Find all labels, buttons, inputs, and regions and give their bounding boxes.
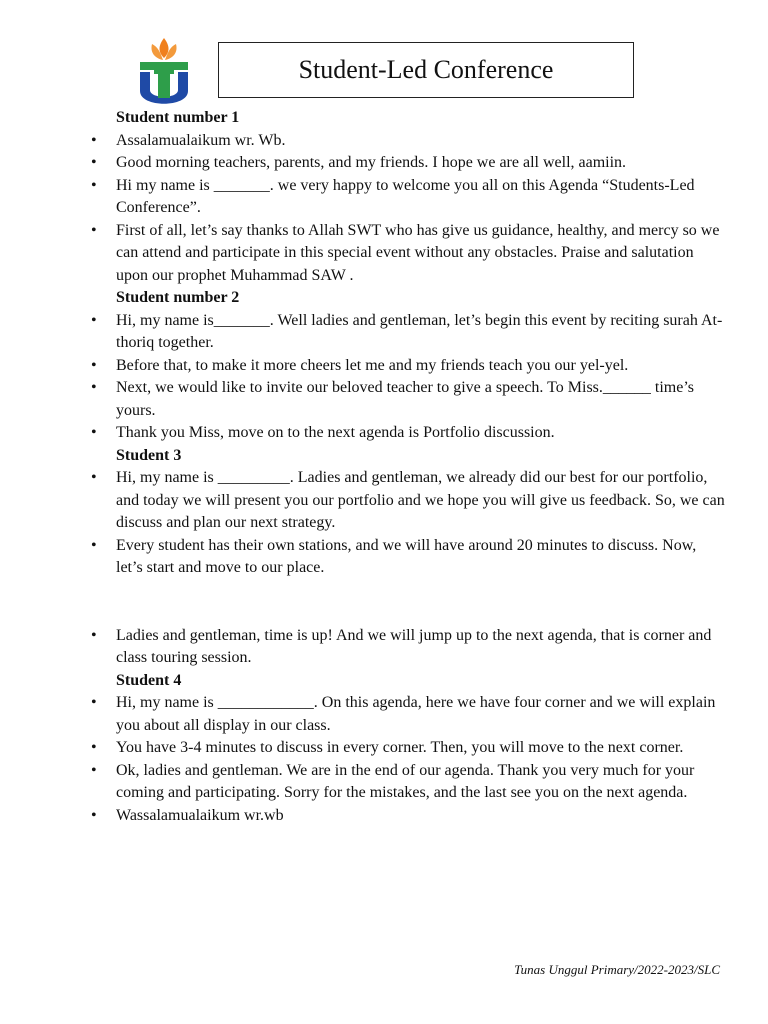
bullet-icon: • <box>91 221 97 239</box>
list-item <box>86 760 726 805</box>
list-item-text: Hi my name is _______. we very happy to welcome you all on this Agenda “Students-Led Conference”. <box>116 176 695 216</box>
list-item <box>86 422 726 445</box>
list-item-text: Thank you Miss, move on to the next agenda is Portfolio discussion. <box>116 424 555 441</box>
title-box <box>218 42 634 98</box>
list-item <box>86 737 726 760</box>
list-item <box>86 377 726 422</box>
bullet-icon: • <box>91 424 97 441</box>
list-item-text: Hi, my name is_______. Well ladies and gentleman, let’s begin this event by reciting surah At-thoriq together. <box>116 311 723 351</box>
list-item-text: Ok, ladies and gentleman. We are in the end of our agenda. Thank you very much for your coming and participating. Sorry for the mistakes, and the last see you on the next agenda. <box>116 761 695 801</box>
bullet-icon: • <box>91 694 97 711</box>
list-item <box>86 805 726 828</box>
bullet-icon: • <box>91 176 97 194</box>
section-heading: Student number 2 <box>116 289 240 306</box>
list-item-text: Next, we would like to invite our beloved teacher to give a speech. To Miss.______ time’s yours. <box>116 379 695 419</box>
list-item <box>86 355 726 378</box>
bullet-list <box>86 467 726 580</box>
list-item <box>86 535 726 580</box>
bullet-icon: • <box>91 131 97 149</box>
bullet-icon: • <box>91 379 97 396</box>
section-heading: Student number 1 <box>116 109 240 126</box>
list-item-text: Before that, to make it more cheers let me and my friends teach you our yel-yel. <box>116 356 629 374</box>
list-item-text: Ladies and gentleman, time is up! And we will jump up to the next agenda, that is corner and class touring session. <box>116 626 712 666</box>
bullet-icon: • <box>91 469 97 486</box>
list-item-text: Assalamualaikum wr. Wb. <box>116 131 286 149</box>
bullet-icon: • <box>91 761 97 779</box>
list-item <box>86 310 726 355</box>
bullet-icon: • <box>91 739 97 756</box>
bullet-list <box>86 310 726 445</box>
list-item-text: Hi, my name is ____________. On this agenda, here we have four corner and we will explain you about all display in our class. <box>116 694 716 734</box>
list-item-text: Every student has their own stations, and we will have around 20 minutes to discuss. Now, let’s start and move to our place. <box>116 536 697 576</box>
bullet-icon: • <box>91 536 97 554</box>
bullet-list <box>86 130 726 288</box>
bullet-list <box>86 692 726 827</box>
bullet-icon: • <box>91 311 97 329</box>
list-item-text: First of all, let’s say thanks to Allah SWT who has give us guidance, healthy, and mercy so we can attend and participate in this special event without any obstacles. Praise and salutation upon our prophet Muhammad SAW . <box>116 221 720 284</box>
spacer <box>86 580 726 625</box>
list-item <box>86 692 726 737</box>
list-item-text: You have 3-4 minutes to discuss in every corner. Then, you will move to the next corner. <box>116 739 684 756</box>
list-item <box>86 175 726 220</box>
section-heading: Student 3 <box>116 446 182 464</box>
list-item <box>86 625 726 670</box>
list-item <box>86 220 726 288</box>
bullet-icon: • <box>91 356 97 374</box>
section-heading: Student 4 <box>116 671 182 689</box>
page-title: Student-Led Conference <box>298 55 554 84</box>
bullet-list <box>86 625 726 670</box>
list-item-text: Hi, my name is _________. Ladies and gentleman, we already did our best for our portfolio, and today we will present you our portfolio and we hope you will give us feedback. So, we can discuss and plan our next strategy. <box>116 469 725 531</box>
list-item-text: Wassalamualaikum wr.wb <box>116 806 284 824</box>
list-item <box>86 152 726 175</box>
school-logo-icon <box>134 36 194 110</box>
list-item <box>86 467 726 535</box>
list-item-text: Good morning teachers, parents, and my friends. I hope we are all well, aamiin. <box>116 154 627 171</box>
bullet-icon: • <box>91 154 97 171</box>
document-body <box>86 107 726 827</box>
list-item <box>86 130 726 153</box>
bullet-icon: • <box>91 626 97 644</box>
bullet-icon: • <box>91 806 97 824</box>
page-footer: Tunas Unggul Primary/2022-2023/SLC <box>514 962 720 977</box>
